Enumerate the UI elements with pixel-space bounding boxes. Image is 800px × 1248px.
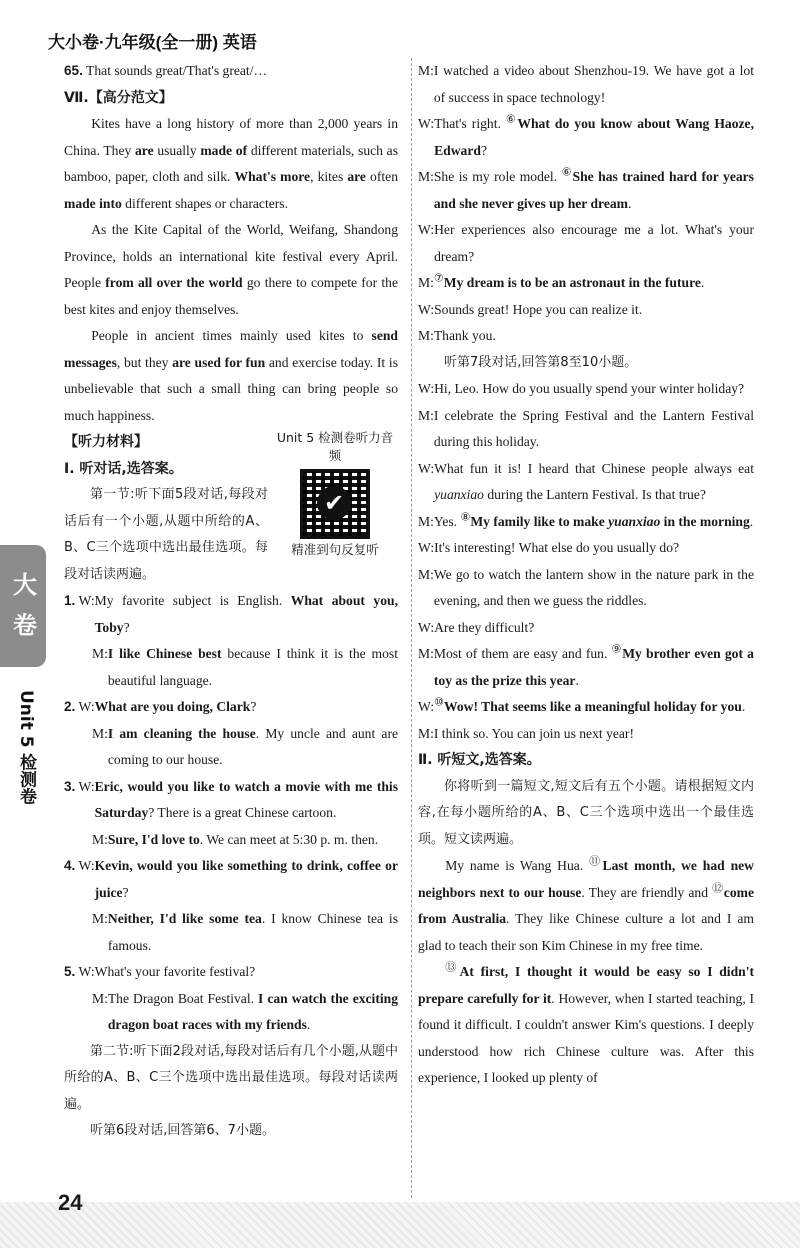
qr-caption: Unit 5 检测卷听力音频 bbox=[276, 430, 394, 463]
part-1-instructions: 第一节:听下面5段对话,每段对话后有一个小题,从题中所给的A、B、C三个选项中选出最佳选项。每段对话读两遍。 bbox=[64, 487, 268, 582]
qr-audio-block[interactable] bbox=[272, 429, 398, 559]
listening-title: 【听力材料】 bbox=[64, 434, 148, 450]
dialogue-4: 4. W: Kevin, would you like something to drink, coffee or juice? M: Neither, I'd like some tea. I know Chinese tea is famous. bbox=[64, 858, 398, 953]
essay-paragraph-2: As the Kite Capital of the World, Weifang, Shandong Province, holds an international kite festival every April. People from all over the world go there to compete for the best kites and enjoy themselves. bbox=[64, 222, 398, 317]
right-column bbox=[418, 58, 754, 1092]
part-2-instructions: 你将听到一篇短文,短文后有五个小题。请根据短文内容,在每小题所给的A、B、C三个选项中选出一个最佳选项。短文读两遍。 bbox=[418, 778, 754, 847]
part-1-title: Ⅰ. 听对话,选答案。 bbox=[64, 460, 183, 477]
check-icon: ✔ bbox=[317, 486, 351, 520]
listening-block bbox=[64, 429, 398, 588]
dialogue-5: 5. W: What's your favorite festival? M: The Dragon Boat Festival. I can watch the exciting dragon boat races with my friends. bbox=[64, 964, 398, 1032]
side-tab bbox=[0, 545, 46, 667]
section-7-title: Ⅶ.【高分范文】 bbox=[64, 89, 173, 106]
dialogue-2: 2. W: What are you doing, Clark? M: I am cleaning the house. My uncle and aunt are coming to our house. bbox=[64, 699, 399, 767]
essay-paragraph-1: Kites have a long history of more than 2,000 years in China. They are usually made of different materials, such as bamboo, paper, cloth and silk. What's more, kites are often made into different shapes or characters. bbox=[64, 116, 398, 211]
running-header: 大小卷·九年级(全一册) 英语 bbox=[48, 33, 257, 52]
part-2-title: Ⅱ. 听短文,选答案。 bbox=[418, 752, 541, 768]
dialogue-1: 1. W: My favorite subject is English. What about you, Toby? M: I like Chinese best because I think it is the most beautiful language. bbox=[64, 593, 398, 688]
dialogue-3: 3. W: Eric, would you like to watch a movie with me this Saturday? There is a great Chinese cartoon. M: Sure, I'd love to. We can meet at 5:30 p. m. then. bbox=[64, 778, 398, 847]
page-number: 24 bbox=[58, 1190, 83, 1215]
part-1-section-2-instructions: 第二节:听下面2段对话,每段对话后有几个小题,从题中所给的A、B、C三个选项中选出最佳选项。每段对话读两遍。 bbox=[64, 1043, 398, 1112]
dialogue-6: M: I watched a video about Shenzhou-19. We have got a lot of success in space technology! W: That's right. ⑥What do you know about Wang Haoze, Edward? M: She is my role model. ⑥She has trained hard for years and she never gives up her dream. W: Her experiences also encourage me a lot. What's your dream? M: ⑦My dream is to be an astronaut in the future. W: Sounds great! Hope you can realize it. M: Thank you. bbox=[418, 63, 754, 343]
passage-paragraph-1: My name is Wang Hua. ⑪Last month, we had new neighbors next to our house. They are friendly and ⑫come from Australia. They like Chinese culture a lot and I am glad to teach their son Kim Chinese in my free time. bbox=[418, 855, 755, 953]
side-tab-title: 大 卷 bbox=[8, 571, 37, 641]
left-column bbox=[64, 58, 398, 1145]
qr-footer: 精准到句反复听 bbox=[291, 542, 379, 557]
side-unit-label: Unit 5 检测卷 bbox=[16, 690, 36, 805]
dialogue-7: W: Hi, Leo. How do you usually spend your winter holiday? M: I celebrate the Spring Festival and the Lantern Festival during this holiday. W: What fun it is! I heard that Chinese people always eat yuanxiao during the Lantern Festival. Is that true? M: Yes. ⑧My family like to make yuanxiao in the morning. W: It's interesting! What else do you usually do? M: We go to watch the lantern show in the nature park in the evening, and then we guess the riddles. W: Are they difficult? M: Most of them are easy and fun. ⑨My brother even got a toy as the prize this year. W: ⑩Wow! That seems like a meaningful holiday for you. M: I think so. You can join us next year! bbox=[418, 381, 754, 741]
column-divider bbox=[411, 58, 412, 1198]
qr-code-icon[interactable] bbox=[300, 469, 370, 539]
item-65: 65. That sounds great/That's great/… bbox=[64, 63, 268, 78]
essay-paragraph-3: People in ancient times mainly used kites to send messages, but they are used for fun and exercise today. It is unbelievable that such a small thing can bring people so much happiness. bbox=[64, 328, 398, 423]
dialogue-6-instructions: 听第6段对话,回答第6、7小题。 bbox=[90, 1123, 275, 1138]
passage-paragraph-2: ⑬At first, I thought it would be easy so I didn't prepare carefully for it. However, when I started teaching, I found it difficult. I couldn't answer Kim's questions. I deeply understood how rich Chinese culture was. After this experience, I looked up plenty of bbox=[418, 961, 755, 1085]
dialogue-7-instructions: 听第7段对话,回答第8至10小题。 bbox=[444, 354, 638, 370]
page-footer-band bbox=[0, 1202, 800, 1248]
